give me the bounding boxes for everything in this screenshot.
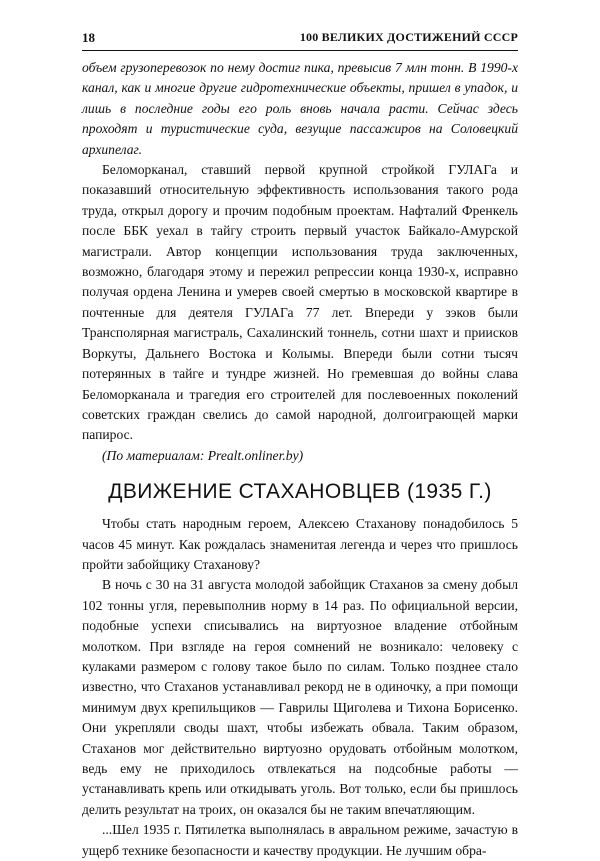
source-citation: (По материалам: Prealt.onliner.by) bbox=[102, 447, 304, 463]
section-heading: ДВИЖЕНИЕ СТАХАНОВЦЕВ (1935 Г.) bbox=[108, 480, 492, 504]
running-title: 100 ВЕЛИКИХ ДОСТИЖЕНИЙ СССР bbox=[299, 30, 518, 44]
page-body bbox=[82, 58, 518, 861]
five-year-plan-paragraph: ...Шел 1935 г. Пятилетка выполнялась в авральном режиме, зачастую в ущерб технике безопасности и качеству продукции. Не лучшим обра- bbox=[82, 822, 518, 858]
stakhanov-record-paragraph: В ночь с 30 на 31 августа молодой забойщик Стаханов за смену добыл 102 тонны угля, перевыполнив норму в 14 раз. По официальной версии, подобные успехи списывались на виртуозное владение отбойным молотком. При взгляде на героя сомнений не возникало: человеку с кулаками размером с голову такое было по силам. Только позднее стало известно, что Стаханов устанавливал рекорд не в одиночку, а при помощи минимум двух крепильщиков — Гаврилы Щиголева и Тихона Борисенко. Они укрепляли своды шахт, чтобы избежать обвала. Таким образом, Стаханов мог действительно виртуозно орудовать отбойным молотком, ведь ему не приходилось отвлекаться на подсобные работы —устанавливать крепь или откидывать уголь. Вот только, если бы пришлось делить результат на троих, он оказался бы не таким впечатляющим. bbox=[82, 577, 518, 817]
continued-paragraph: объем грузоперевозок по нему достиг пика, превысив 7 млн тонн. В 1990-х канал, как и многие другие гидротехнические объекты, пришел в упадок, и лишь в последние годы его роль вновь начала расти. Сейчас здесь проходят и туристические суда, везущие пассажиров на Соловецкий архипелаг. bbox=[82, 60, 518, 157]
page-number: 18 bbox=[82, 30, 95, 45]
page-header bbox=[82, 30, 518, 51]
stakhanov-intro-paragraph: Чтобы стать народным героем, Алексею Стаханову понадобилось 5 часов 45 минут. Как рождалась знаменитая легенда и через что пришлось пройти забойщику Стаханову? bbox=[82, 516, 518, 572]
belomorkanal-paragraph: Беломорканал, ставший первой крупной стройкой ГУЛАГа и показавший относительную эффективность использования такого рода труда, открыл дорогу и прочим подобным проектам. Нафталий Френкель после ББК уехал в тайгу строить первый участок Байкало-Амурской магистрали. Автор концепции использования труда заключенных, возможно, благодаря этому и пережил репрессии конца 1930-х, исправно получая ордена Ленина и умерев своей смертью в московской квартире в почтенные для деятеля ГУЛАГа 77 лет. Впереди у зэков были Трансполярная магистраль, Сахалинский тоннель, сотни шахт и приисков Воркуты, Дальнего Востока и Колымы. Впереди были сотни тысяч потерянных в тайге и тундре жизней. Но гремевшая до войны слава Беломорканала и трагедия его строителей для послевоенных поколений советских граждан свелись до самой народной, долгоиграющей марки папирос. bbox=[82, 162, 518, 443]
